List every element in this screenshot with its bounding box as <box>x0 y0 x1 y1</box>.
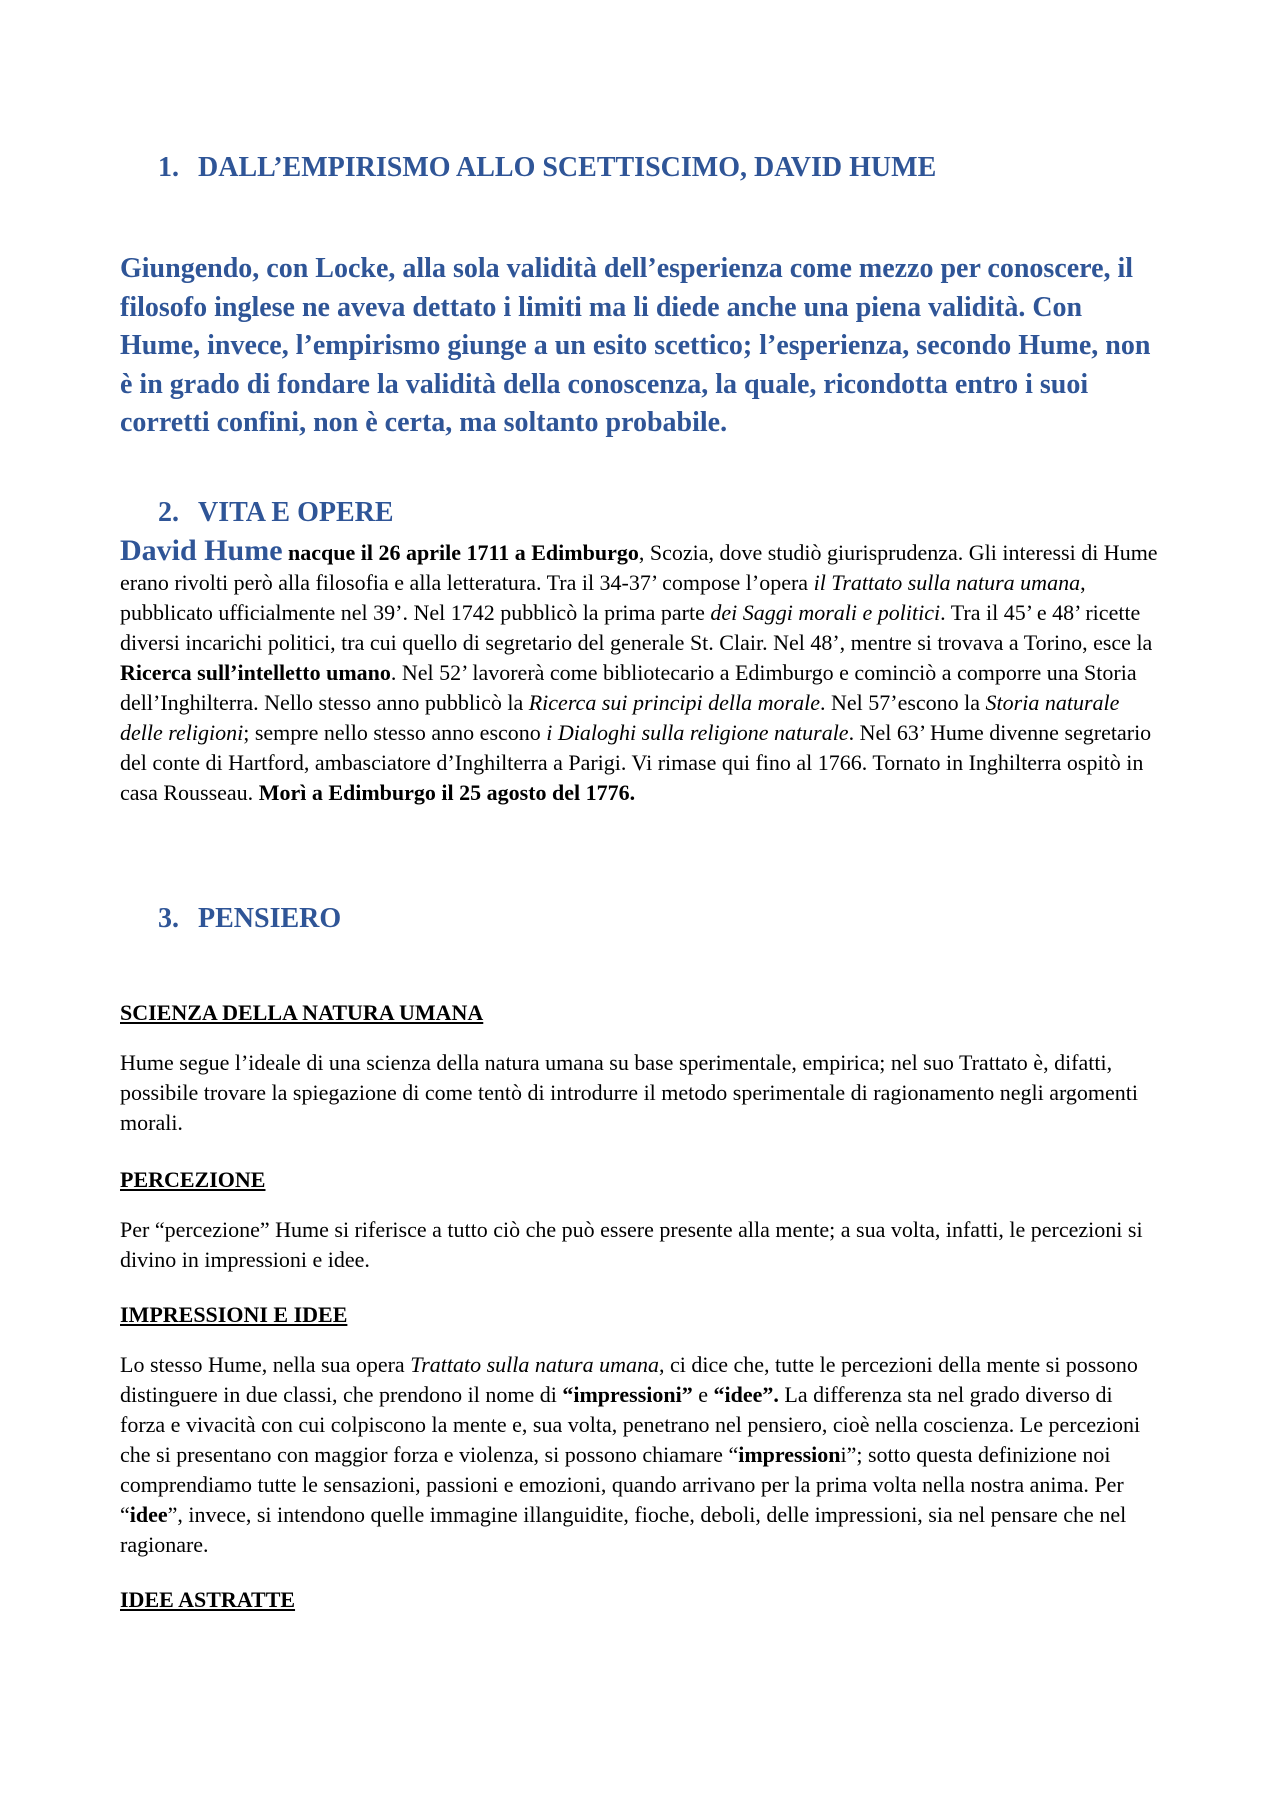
text-run: . Tra il 45’ e 48’ ricette diversi incarichi politici, tra cui quello di segretario del generale St. Clair. Nel 48’, mentre si trovava a Torino, esce la <box>120 600 1153 655</box>
text-run: . Nel 57’escono la <box>819 690 986 715</box>
term-bold: “idee”. <box>713 1382 779 1407</box>
work-title: Storia naturale delle religioni <box>120 690 1120 745</box>
author-name: David Hume <box>120 534 283 567</box>
heading-number: 2. <box>158 497 179 528</box>
section-title: SCIENZA DELLA NATURA UMANA <box>120 1000 484 1025</box>
section-text <box>120 1350 1160 1560</box>
heading-text: PENSIERO <box>198 903 342 934</box>
work-title: dei Saggi morali e politici <box>710 600 941 625</box>
section-idee-astratte <box>120 1585 1160 1635</box>
heading-pensiero <box>120 903 341 935</box>
section-title: PERCEZIONE <box>120 1167 266 1192</box>
term-bold: idee <box>129 1502 168 1527</box>
work-title: Ricerca sui principi della morale <box>528 690 820 715</box>
birth-info: nacque il 26 aprile 1711 a Edimburgo <box>288 540 639 565</box>
text-run: e <box>692 1382 714 1407</box>
section-title: IMPRESSIONI E IDEE <box>120 1302 348 1327</box>
work-title: il Trattato sulla natura umana <box>813 570 1081 595</box>
text-run: i”; sotto questa definizione noi comprendiamo tutte le sensazioni, passioni e emozioni, quando arrivano per la prima volta nella nostra anima. Per “ <box>120 1442 1124 1527</box>
text-run: . Nel 52’ lavorerà come bibliotecario a Edimburgo e cominciò a comporre una Storia dell’Inghilterra. Nello stesso anno pubblicò la <box>120 660 1137 715</box>
section-scienza <box>120 998 1160 1138</box>
section-impressioni <box>120 1300 1160 1560</box>
text-run: ”, invece, si intendono quelle immagine illanguidite, fioche, deboli, delle impressioni, sia nel pensare che nel ragionare. <box>120 1502 1127 1557</box>
work-title: i Dialoghi sulla religione naturale <box>546 720 849 745</box>
death-info: Morì a Edimburgo il 25 agosto del 1776. <box>258 780 636 805</box>
heading-text: VITA E OPERE <box>198 497 394 528</box>
heading-text: DALL’EMPIRISMO ALLO SCETTISCIMO, DAVID HUME <box>198 152 937 183</box>
vita-paragraph <box>120 536 1160 808</box>
term-bold: impression <box>738 1442 841 1467</box>
text-run: Lo stesso Hume, nella sua opera <box>120 1352 411 1377</box>
text-run: , pubblicato ufficialmente nel 39’. Nel 1742 pubblicò la prima parte <box>120 570 1086 625</box>
text-run: , ci dice che, tutte le percezioni della mente si possono distinguere in due classi, che prendono il nome di <box>120 1352 1138 1407</box>
heading-number: 3. <box>158 903 179 934</box>
work-title: Trattato sulla natura umana <box>410 1352 659 1377</box>
text-run: La differenza sta nel grado diverso di forza e vivacità con cui colpiscono la mente e, sua volta, penetrano nel pensiero, cioè nella coscienza. Le percezioni che si presentano con maggior forza e violenza, si possono chiamare “ <box>120 1382 1141 1467</box>
section-text: Hume segue l’ideale di una scienza della natura umana su base sperimentale, empirica; nel suo Trattato è, difatti, possibile trovare la spiegazione di come tentò di introdurre il metodo sperimentale di ragionamento negli argomenti morali. <box>120 1050 1139 1135</box>
section-percezione <box>120 1165 1160 1275</box>
term-bold: “impressioni” <box>562 1382 693 1407</box>
work-title-bold: Ricerca sull’intelletto umano <box>120 660 391 685</box>
section-text: Per “percezione” Hume si riferisce a tutto ciò che può essere presente alla mente; a sua volta, infatti, le percezioni si divino in impressioni e idee. <box>120 1217 1143 1272</box>
text-run: . Nel 63’ Hume divenne segretario del conte di Hartford, ambasciatore d’Inghilterra a Parigi. Vi rimase qui fino al 1766. Tornato in Inghilterra ospitò in casa Rousseau. <box>120 720 1152 805</box>
heading-number: 1. <box>158 152 179 183</box>
heading-empirismo <box>120 152 936 184</box>
heading-vita-opere <box>120 497 394 529</box>
text-run: ; sempre nello stesso anno escono <box>243 720 547 745</box>
section-title: IDEE ASTRATTE <box>120 1587 296 1612</box>
text-run: , Scozia, dove studiò giurisprudenza. Gli interessi di Hume erano rivolti però alla filosofia e alla letteratura. Tra il 34-37’ compose l’opera <box>120 540 1158 595</box>
intro-paragraph: Giungendo, con Locke, alla sola validità dell’esperienza come mezzo per conoscere, il filosofo inglese ne aveva dettato i limiti ma li diede anche una piena validità. Con Hume, invece, l’empirismo giunge a un esito scettico; l’esperienza, secondo Hume, non è in grado di fondare la validità della conoscenza, la quale, ricondotta entro i suoi corretti confini, non è certa, ma soltanto probabile. <box>120 253 1151 438</box>
